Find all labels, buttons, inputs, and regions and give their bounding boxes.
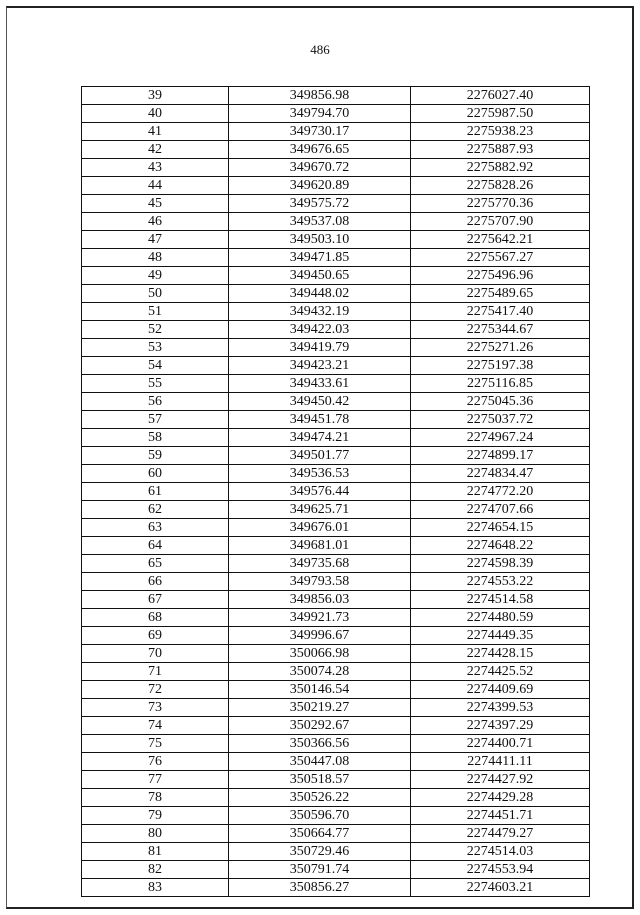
table-row <box>82 573 590 591</box>
table-row <box>82 825 590 843</box>
y-coordinate-cell: 2275489.65 <box>411 285 590 303</box>
y-coordinate-cell: 2274411.11 <box>411 753 590 771</box>
y-coordinate-cell: 2275828.26 <box>411 177 590 195</box>
x-coordinate-cell: 349921.73 <box>229 609 411 627</box>
table-row <box>82 627 590 645</box>
point-number-cell: 64 <box>82 537 229 555</box>
point-number-cell: 39 <box>82 87 229 105</box>
table-row <box>82 231 590 249</box>
x-coordinate-cell: 349676.65 <box>229 141 411 159</box>
table-row <box>82 483 590 501</box>
point-number-cell: 68 <box>82 609 229 627</box>
y-coordinate-cell: 2274427.92 <box>411 771 590 789</box>
y-coordinate-cell: 2274553.22 <box>411 573 590 591</box>
x-coordinate-cell: 349474.21 <box>229 429 411 447</box>
x-coordinate-cell: 349730.17 <box>229 123 411 141</box>
x-coordinate-cell: 349503.10 <box>229 231 411 249</box>
point-number-cell: 80 <box>82 825 229 843</box>
table-row <box>82 753 590 771</box>
point-number-cell: 43 <box>82 159 229 177</box>
y-coordinate-cell: 2274409.69 <box>411 681 590 699</box>
table-row <box>82 501 590 519</box>
point-number-cell: 58 <box>82 429 229 447</box>
y-coordinate-cell: 2274399.53 <box>411 699 590 717</box>
point-number-cell: 78 <box>82 789 229 807</box>
y-coordinate-cell: 2274397.29 <box>411 717 590 735</box>
table-row <box>82 879 590 897</box>
x-coordinate-cell: 350596.70 <box>229 807 411 825</box>
point-number-cell: 52 <box>82 321 229 339</box>
x-coordinate-cell: 349451.78 <box>229 411 411 429</box>
point-number-cell: 72 <box>82 681 229 699</box>
table-row <box>82 177 590 195</box>
y-coordinate-cell: 2275887.93 <box>411 141 590 159</box>
table-row <box>82 393 590 411</box>
y-coordinate-cell: 2275987.50 <box>411 105 590 123</box>
x-coordinate-cell: 349501.77 <box>229 447 411 465</box>
x-coordinate-cell: 350518.57 <box>229 771 411 789</box>
x-coordinate-cell: 349676.01 <box>229 519 411 537</box>
point-number-cell: 56 <box>82 393 229 411</box>
point-number-cell: 81 <box>82 843 229 861</box>
table-row <box>82 843 590 861</box>
x-coordinate-cell: 349423.21 <box>229 357 411 375</box>
y-coordinate-cell: 2274648.22 <box>411 537 590 555</box>
point-number-cell: 49 <box>82 267 229 285</box>
point-number-cell: 73 <box>82 699 229 717</box>
x-coordinate-cell: 349856.98 <box>229 87 411 105</box>
table-row <box>82 771 590 789</box>
page-number: 486 <box>310 42 330 57</box>
coordinate-table <box>81 86 590 897</box>
point-number-cell: 48 <box>82 249 229 267</box>
table-row <box>82 717 590 735</box>
x-coordinate-cell: 350219.27 <box>229 699 411 717</box>
y-coordinate-cell: 2275938.23 <box>411 123 590 141</box>
y-coordinate-cell: 2274654.15 <box>411 519 590 537</box>
table-row <box>82 609 590 627</box>
point-number-cell: 55 <box>82 375 229 393</box>
table-row <box>82 663 590 681</box>
point-number-cell: 70 <box>82 645 229 663</box>
point-number-cell: 46 <box>82 213 229 231</box>
point-number-cell: 79 <box>82 807 229 825</box>
y-coordinate-cell: 2274967.24 <box>411 429 590 447</box>
table-row <box>82 159 590 177</box>
x-coordinate-cell: 349681.01 <box>229 537 411 555</box>
x-coordinate-cell: 349575.72 <box>229 195 411 213</box>
table-row <box>82 321 590 339</box>
table-row <box>82 87 590 105</box>
point-number-cell: 62 <box>82 501 229 519</box>
point-number-cell: 69 <box>82 627 229 645</box>
y-coordinate-cell: 2275770.36 <box>411 195 590 213</box>
table-row <box>82 735 590 753</box>
x-coordinate-cell: 350366.56 <box>229 735 411 753</box>
y-coordinate-cell: 2274480.59 <box>411 609 590 627</box>
point-number-cell: 82 <box>82 861 229 879</box>
point-number-cell: 51 <box>82 303 229 321</box>
point-number-cell: 53 <box>82 339 229 357</box>
y-coordinate-cell: 2274603.21 <box>411 879 590 897</box>
table-row <box>82 555 590 573</box>
table-row <box>82 681 590 699</box>
x-coordinate-cell: 349996.67 <box>229 627 411 645</box>
table-row <box>82 339 590 357</box>
x-coordinate-cell: 350729.46 <box>229 843 411 861</box>
x-coordinate-cell: 349448.02 <box>229 285 411 303</box>
y-coordinate-cell: 2274772.20 <box>411 483 590 501</box>
y-coordinate-cell: 2275344.67 <box>411 321 590 339</box>
x-coordinate-cell: 350664.77 <box>229 825 411 843</box>
table-row <box>82 699 590 717</box>
y-coordinate-cell: 2274428.15 <box>411 645 590 663</box>
point-number-cell: 66 <box>82 573 229 591</box>
y-coordinate-cell: 2275116.85 <box>411 375 590 393</box>
table-row <box>82 195 590 213</box>
y-coordinate-cell: 2276027.40 <box>411 87 590 105</box>
x-coordinate-cell: 350526.22 <box>229 789 411 807</box>
table-row <box>82 537 590 555</box>
point-number-cell: 60 <box>82 465 229 483</box>
x-coordinate-cell: 349450.42 <box>229 393 411 411</box>
y-coordinate-cell: 2274514.58 <box>411 591 590 609</box>
point-number-cell: 41 <box>82 123 229 141</box>
x-coordinate-cell: 349432.19 <box>229 303 411 321</box>
table-row <box>82 465 590 483</box>
y-coordinate-cell: 2274834.47 <box>411 465 590 483</box>
point-number-cell: 44 <box>82 177 229 195</box>
point-number-cell: 40 <box>82 105 229 123</box>
x-coordinate-cell: 349537.08 <box>229 213 411 231</box>
y-coordinate-cell: 2274400.71 <box>411 735 590 753</box>
y-coordinate-cell: 2275045.36 <box>411 393 590 411</box>
point-number-cell: 54 <box>82 357 229 375</box>
point-number-cell: 76 <box>82 753 229 771</box>
y-coordinate-cell: 2274514.03 <box>411 843 590 861</box>
y-coordinate-cell: 2274449.35 <box>411 627 590 645</box>
coordinate-table-body <box>82 87 590 897</box>
table-row <box>82 429 590 447</box>
y-coordinate-cell: 2274707.66 <box>411 501 590 519</box>
table-row <box>82 411 590 429</box>
y-coordinate-cell: 2275271.26 <box>411 339 590 357</box>
table-row <box>82 375 590 393</box>
table-row <box>82 591 590 609</box>
table-row <box>82 249 590 267</box>
y-coordinate-cell: 2275642.21 <box>411 231 590 249</box>
y-coordinate-cell: 2275417.40 <box>411 303 590 321</box>
point-number-cell: 83 <box>82 879 229 897</box>
table-row <box>82 357 590 375</box>
x-coordinate-cell: 349422.03 <box>229 321 411 339</box>
y-coordinate-cell: 2275707.90 <box>411 213 590 231</box>
point-number-cell: 57 <box>82 411 229 429</box>
y-coordinate-cell: 2275496.96 <box>411 267 590 285</box>
point-number-cell: 71 <box>82 663 229 681</box>
y-coordinate-cell: 2275037.72 <box>411 411 590 429</box>
x-coordinate-cell: 350856.27 <box>229 879 411 897</box>
point-number-cell: 77 <box>82 771 229 789</box>
table-row <box>82 645 590 663</box>
y-coordinate-cell: 2274598.39 <box>411 555 590 573</box>
x-coordinate-cell: 349576.44 <box>229 483 411 501</box>
point-number-cell: 47 <box>82 231 229 249</box>
y-coordinate-cell: 2275882.92 <box>411 159 590 177</box>
x-coordinate-cell: 350292.67 <box>229 717 411 735</box>
table-row <box>82 861 590 879</box>
table-row <box>82 123 590 141</box>
point-number-cell: 75 <box>82 735 229 753</box>
table-row <box>82 141 590 159</box>
table-row <box>82 267 590 285</box>
x-coordinate-cell: 350066.98 <box>229 645 411 663</box>
y-coordinate-cell: 2275567.27 <box>411 249 590 267</box>
point-number-cell: 59 <box>82 447 229 465</box>
table-row <box>82 807 590 825</box>
point-number-cell: 67 <box>82 591 229 609</box>
x-coordinate-cell: 349419.79 <box>229 339 411 357</box>
y-coordinate-cell: 2274899.17 <box>411 447 590 465</box>
x-coordinate-cell: 349620.89 <box>229 177 411 195</box>
table-row <box>82 105 590 123</box>
x-coordinate-cell: 350146.54 <box>229 681 411 699</box>
point-number-cell: 45 <box>82 195 229 213</box>
point-number-cell: 50 <box>82 285 229 303</box>
y-coordinate-cell: 2274553.94 <box>411 861 590 879</box>
table-row <box>82 303 590 321</box>
x-coordinate-cell: 350447.08 <box>229 753 411 771</box>
point-number-cell: 63 <box>82 519 229 537</box>
x-coordinate-cell: 349625.71 <box>229 501 411 519</box>
x-coordinate-cell: 349433.61 <box>229 375 411 393</box>
y-coordinate-cell: 2274425.52 <box>411 663 590 681</box>
x-coordinate-cell: 349856.03 <box>229 591 411 609</box>
x-coordinate-cell: 349735.68 <box>229 555 411 573</box>
table-row <box>82 285 590 303</box>
point-number-cell: 61 <box>82 483 229 501</box>
y-coordinate-cell: 2274429.28 <box>411 789 590 807</box>
x-coordinate-cell: 350791.74 <box>229 861 411 879</box>
x-coordinate-cell: 349471.85 <box>229 249 411 267</box>
x-coordinate-cell: 349793.58 <box>229 573 411 591</box>
y-coordinate-cell: 2275197.38 <box>411 357 590 375</box>
x-coordinate-cell: 349670.72 <box>229 159 411 177</box>
point-number-cell: 74 <box>82 717 229 735</box>
x-coordinate-cell: 350074.28 <box>229 663 411 681</box>
x-coordinate-cell: 349536.53 <box>229 465 411 483</box>
y-coordinate-cell: 2274451.71 <box>411 807 590 825</box>
table-row <box>82 213 590 231</box>
y-coordinate-cell: 2274479.27 <box>411 825 590 843</box>
x-coordinate-cell: 349450.65 <box>229 267 411 285</box>
point-number-cell: 65 <box>82 555 229 573</box>
table-row <box>82 519 590 537</box>
table-row <box>82 447 590 465</box>
point-number-cell: 42 <box>82 141 229 159</box>
table-row <box>82 789 590 807</box>
x-coordinate-cell: 349794.70 <box>229 105 411 123</box>
